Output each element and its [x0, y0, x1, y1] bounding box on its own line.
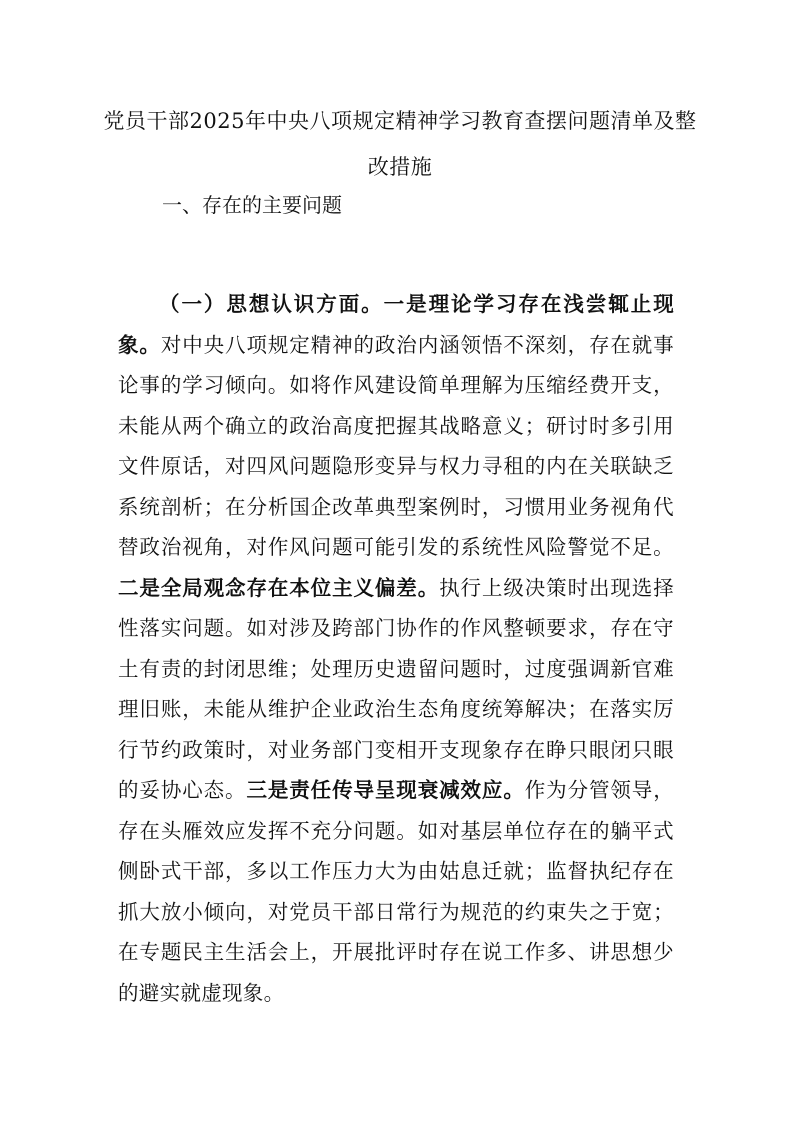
section-heading: 一、存在的主要问题	[162, 193, 342, 217]
paragraph-lead: （一）思想认识方面。	[159, 292, 384, 316]
point-1-heading: 一是理论学习存在浅尝辄止现象。	[118, 292, 674, 357]
document-title: 党员干部2025年中央八项规定精神学习教育查摆问题清单及整改措施	[103, 109, 697, 179]
point-3-body: 作为分管领导，存在头雁效应发挥不充分问题。如对基层单位存在的躺平式侧卧式干部，多以工作压力大为由姑息迁就；监督执纪存在抓大放小倾向，对党员干部日常行为规范的约束失之于宽；在专题民主生活会上，开展批评时存在说工作多、讲思想少的避实就虚现象。	[118, 778, 674, 1005]
point-1-body: 对中央八项规定精神的政治内涵领悟不深刻，存在就事论事的学习倾向。如将作风建设简单理解为压缩经费开支，未能从两个确立的政治高度把握其战略意义；研讨时多引用文件原话，对四风问题隐形变异与权力寻租的内在关联缺乏系统剖析；在分析国企改革典型案例时，习惯用业务视角代替政治视角，对作风问题可能引发的系统性风险警觉不足。	[118, 332, 674, 559]
point-3-heading: 三是责任传导呈现衰减效应。	[246, 778, 525, 802]
point-2-body: 执行上级决策时出现选择性落实问题。如对涉及跨部门协作的作风整顿要求，存在守土有责的封闭思维；处理历史遗留问题时，过度强调新官难理旧账，未能从维护企业政治生态角度统筹解决；在落实厉行节约政策时，对业务部门变相开支现象存在睁只眼闭只眼的妥协心态。	[118, 575, 674, 802]
point-2-heading: 二是全局观念存在本位主义偏差。	[118, 575, 440, 600]
body-paragraph	[118, 284, 674, 1013]
